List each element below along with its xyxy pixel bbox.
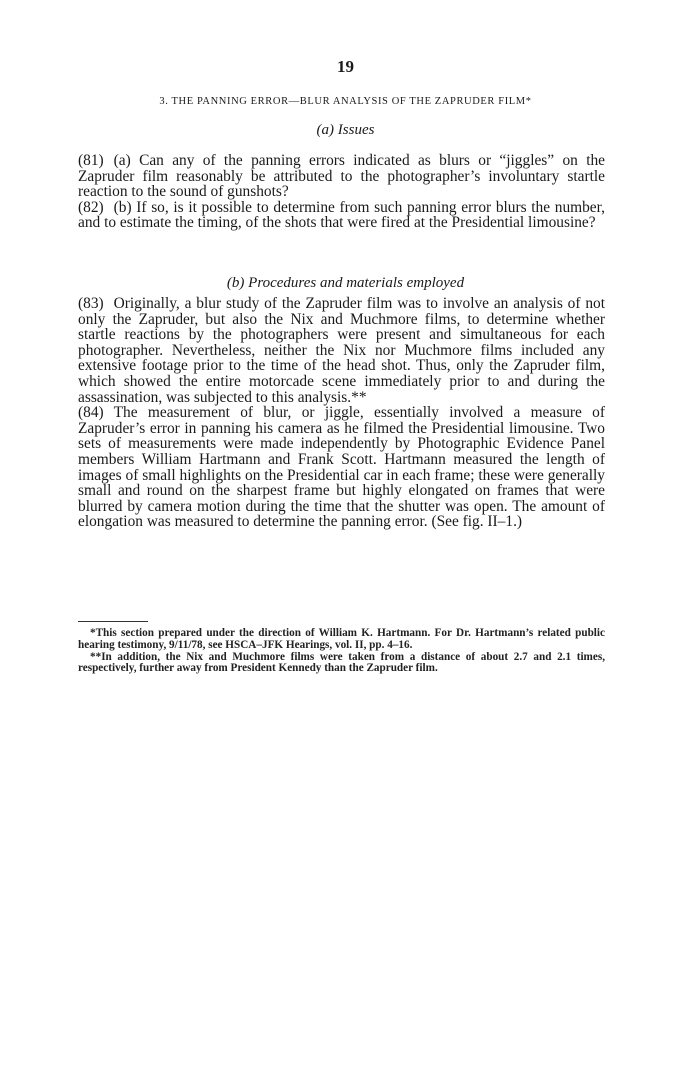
subheading-procedures	[0, 275, 691, 292]
footnote: *This section prepared under the direction of William K. Hartmann. For Dr. Hartmann’s related public hearing testimony, 9/11/78, see HSCA–JFK Hearings, vol. II, pp. 4–16.	[78, 627, 605, 651]
paragraph-number: (81)	[78, 152, 104, 169]
paragraph-text: (a) Can any of the panning errors indicated as blurs or “jiggles” on the Zapruder film reasonably be attributed to the photographer’s involuntary startle reaction to the sound of gunshots?	[78, 152, 605, 201]
paragraph-number: (84)	[78, 404, 104, 422]
section-title: 3. THE PANNING ERROR—BLUR ANALYSIS OF THE ZAPRUDER FILM*	[159, 96, 532, 107]
paragraph-text: Originally, a blur study of the Zapruder film was to involve an analysis of not only the Zapruder, but also the Nix and Muchmore films, to determine whether startle reactions by the photographers were present and simultaneous for each photographer. Nevertheless, neither the Nix nor Muchmore films included any extensive footage prior to the time of the head shot. Thus, only the Zapruder film, which showed the entire motorcade scene immediately prior to and during the assassination, was subjected to this analysis.**	[78, 295, 605, 406]
page-number: 19	[337, 57, 354, 76]
subheading-label: (a)	[316, 122, 335, 138]
subheading-title: Issues	[337, 122, 375, 138]
paragraph-text: The measurement of blur, or jiggle, essentially involved a measure of Zapruder’s error in panning his camera as he filmed the Presidential limousine. Two sets of measurements were made independently by Photographic Evidence Panel members William Hartmann and Frank Scott. Hartmann measured the length of images of small highlights on the Presidential car in each frame; these were generally small and round on the sharpest frame but highly elongated on frames that were blurred by camera motion during the time that the shutter was open. The amount of elongation was measured to determine the panning error. (See fig. II–1.)	[78, 404, 605, 531]
paragraph-number: (83)	[78, 295, 104, 312]
subheading-label: (b)	[226, 275, 245, 291]
procedures-block	[78, 296, 605, 530]
footnote-rule	[78, 621, 148, 622]
footnotes	[78, 628, 605, 675]
paragraph	[78, 153, 605, 200]
subheading-title: Procedures and materials employed	[248, 275, 465, 291]
footnote: **In addition, the Nix and Muchmore films were taken from a distance of about 2.7 and 2.1 times, respectively, further away from President Kennedy than the Zapruder film.	[78, 650, 605, 675]
issues-block	[78, 153, 605, 231]
paragraph	[78, 200, 605, 231]
paragraph-number: (82)	[78, 198, 104, 216]
paragraph	[78, 296, 605, 405]
paragraph	[78, 405, 605, 530]
paragraph-text: (b) If so, is it possible to determine from such panning error blurs the number, and to estimate the timing, of the shots that were fired at the Presidential limousine?	[78, 198, 605, 232]
subheading-issues	[0, 122, 691, 139]
